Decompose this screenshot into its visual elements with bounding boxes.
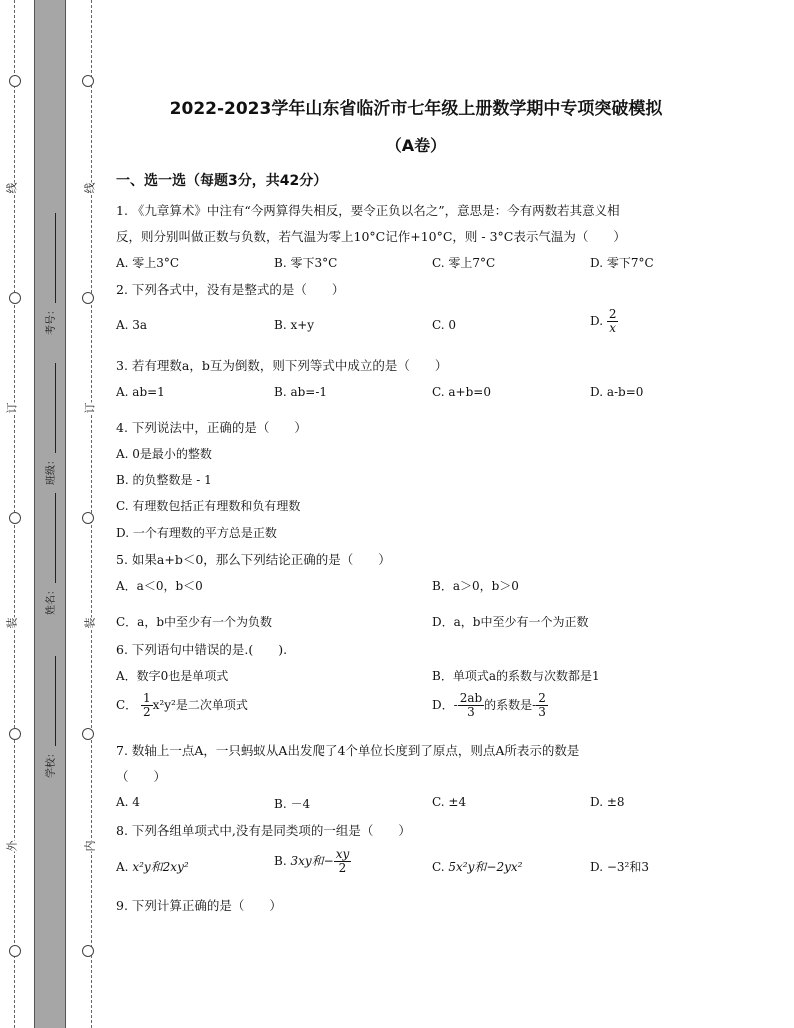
q2-option-a: A. 3a xyxy=(116,318,148,332)
inner-label-zhuang: 装 xyxy=(83,617,97,629)
question-4: 4. 下列说法中，正确的是（ ） xyxy=(116,420,307,435)
question-7-line-1: 7. 数轴上一点A，一只蚂蚁从A出发爬了4个单位长度到了原点，则点A所表示的数是 xyxy=(116,743,580,758)
question-2: 2. 下列各式中，没有是整式的是（ ） xyxy=(116,282,345,297)
inner-label-xian: 线 xyxy=(83,182,97,194)
binding-hole xyxy=(9,512,21,524)
q3-option-d: D. a-b=0 xyxy=(590,385,644,399)
q7-option-a: A. 4 xyxy=(116,795,140,809)
q8-option-b: B. 3xy和− $\frac{xy}{2}$ xyxy=(274,847,350,875)
binding-hole xyxy=(82,292,94,304)
q6-option-a: A．数字0也是单项式 xyxy=(116,669,229,683)
q6-c-fraction: $\frac{1}{2}$ xyxy=(143,691,151,719)
q8-option-d: D. −3²和3 xyxy=(590,860,649,874)
question-1-line-1: 1. 《九章算术》中注有“今两算得失相反，要令正负以名之”，意思是：今有两数若其意义相 xyxy=(116,203,620,218)
field-school: 学校： xyxy=(42,656,57,778)
q2-option-b: B. x+y xyxy=(274,318,315,332)
q4-option-d: D. 一个有理数的平方总是正数 xyxy=(116,526,277,540)
page-subtitle: （A卷） xyxy=(385,136,447,155)
q6-option-b: B．单项式a的系数与次数都是1 xyxy=(432,669,600,683)
q2-option-c: C. 0 xyxy=(432,318,457,332)
question-1-line-2: 反，则分别叫做正数与负数，若气温为零上10°C记作+10°C，则 - 3°C表示气温为（ ） xyxy=(116,229,626,244)
q1-option-c: C. 零上7°C xyxy=(432,256,496,270)
q1-option-a: A. 零上3°C xyxy=(116,256,180,270)
inner-label-nei: 内 xyxy=(83,840,97,852)
outer-label-wai: 外 xyxy=(5,840,19,852)
binding-hole xyxy=(82,728,94,740)
q1-option-d: D. 零下7°C xyxy=(590,256,654,270)
q3-option-c: C. a+b=0 xyxy=(432,385,491,399)
q6-option-d: D．- $\frac{2ab}{3}$ 的系数是- $\frac{2}{3}$ xyxy=(432,691,546,719)
q7-option-c: C. ±4 xyxy=(432,795,467,809)
q5-option-d: D．a，b中至少有一个为正数 xyxy=(432,615,589,629)
question-8: 8. 下列各组单项式中,没有是同类项的一组是（ ） xyxy=(116,823,411,838)
q8-option-c: C. 5x²y和−2yx² xyxy=(432,860,523,874)
question-3: 3. 若有理数a，b互为倒数，则下列等式中成立的是（ ） xyxy=(116,358,448,373)
q2-option-d: D. $\frac{2}{x}$ xyxy=(590,307,617,335)
binding-hole xyxy=(9,728,21,740)
binding-hole xyxy=(82,512,94,524)
q3-option-a: A. ab=1 xyxy=(116,385,165,399)
binding-hole xyxy=(9,75,21,87)
q8-option-a: A. x²y和2xy² xyxy=(116,860,189,874)
field-exam-number: 考号： xyxy=(42,213,57,335)
binding-hole xyxy=(82,945,94,957)
field-class: 班级： xyxy=(42,363,57,485)
q7-option-d: D. ±8 xyxy=(590,795,625,809)
binding-hole xyxy=(9,292,21,304)
q1-option-b: B. 零下3°C xyxy=(274,256,338,270)
question-9: 9. 下列计算正确的是（ ） xyxy=(116,898,282,913)
section-heading: 一、选一选（每题3分，共42分） xyxy=(116,173,328,189)
q4-option-c: C. 有理数包括正有理数和负有理数 xyxy=(116,499,301,513)
outer-label-zhuang: 装 xyxy=(5,617,19,629)
q6-option-c: C． $\frac{1}{2}$ x²y²是二次单项式 xyxy=(116,691,248,719)
q5-option-b: B．a＞0，b＞0 xyxy=(432,579,519,593)
binding-hole xyxy=(9,945,21,957)
q6-d-fraction-1: $\frac{2ab}{3}$ xyxy=(459,691,483,719)
page-title: 2022-2023学年山东省临沂市七年级上册数学期中专项突破模拟 xyxy=(169,99,663,119)
q8-b-fraction: $\frac{xy}{2}$ xyxy=(335,847,350,875)
binding-margin xyxy=(0,0,110,1028)
q4-option-a: A. 0是最小的整数 xyxy=(116,447,212,461)
q7-option-b: B. －4 xyxy=(274,797,311,811)
q2-d-fraction: $\frac{2}{x}$ xyxy=(608,307,617,335)
q5-option-a: A．a＜0，b＜0 xyxy=(116,579,203,593)
q4-option-b: B. 的负整数是 - 1 xyxy=(116,473,212,487)
q5-option-c: C．a，b中至少有一个为负数 xyxy=(116,615,273,629)
binding-hole xyxy=(82,75,94,87)
outer-label-xian: 线 xyxy=(5,182,19,194)
q3-option-b: B. ab=-1 xyxy=(274,385,328,399)
question-6: 6. 下列语句中错误的是.( ). xyxy=(116,642,288,657)
question-7-line-2: （ ） xyxy=(116,769,167,784)
q6-d-fraction-2: $\frac{2}{3}$ xyxy=(538,691,546,719)
question-5: 5. 如果a+b＜0，那么下列结论正确的是（ ） xyxy=(116,552,391,567)
inner-label-ding: 订 xyxy=(83,402,97,414)
field-name: 姓名： xyxy=(42,493,57,615)
outer-label-ding: 订 xyxy=(5,402,19,414)
